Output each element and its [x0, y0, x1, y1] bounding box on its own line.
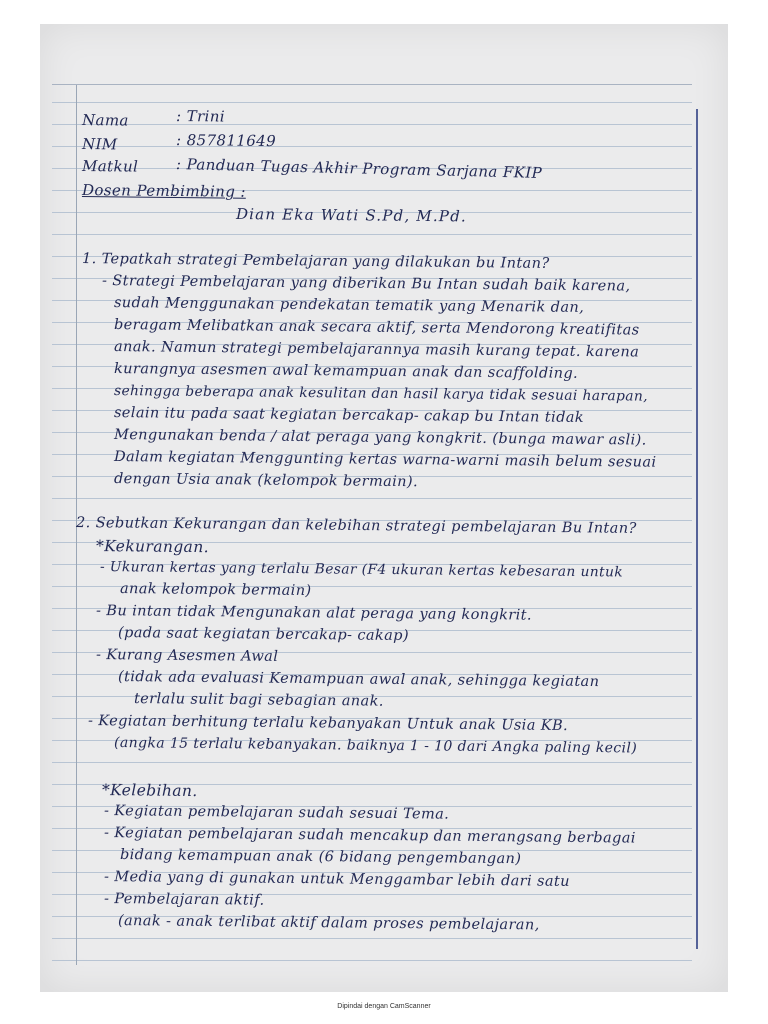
text-line: selain itu pada saat kegiatan bercakap- cakap bu Intan tidak: [113, 405, 585, 426]
text-line: dengan Usia anak (kelompok bermain).: [113, 471, 419, 491]
text-line: beragam Melibatkan anak secara aktif, serta Mendorong kreatifitas: [113, 317, 640, 339]
kelebihan-heading: *Kelebihan.: [101, 781, 198, 801]
text-line: (tidak ada evaluasi Kemampuan awal anak, sehingga kegiatan: [117, 669, 600, 691]
matkul-label: Matkul: [81, 157, 139, 176]
text-line: sudah Menggunakan pendekatan tematik yang Menarik dan,: [113, 295, 585, 316]
nim-value: : 857811649: [175, 131, 277, 151]
text-line: anak kelompok bermain): [119, 581, 312, 600]
name-value: : Trini: [175, 107, 226, 126]
text-line: - Bu intan tidak Mengunakan alat peraga yang kongkrit.: [95, 603, 533, 624]
text-line: anak. Namun strategi pembelajarannya masih kurang tepat. karena: [113, 339, 640, 361]
kekurangan-heading: *Kekurangan.: [95, 537, 210, 557]
text-line: Dalam kegiatan Menggunting kertas warna-warni masih belum sesuai: [113, 449, 657, 471]
text-line: - Pembelajaran aktif.: [103, 891, 265, 909]
text-line: Mengunakan benda / alat peraga yang kongkrit. (bunga mawar asli).: [113, 427, 647, 449]
text-line: bidang kemampuan anak (6 bidang pengembangan): [119, 847, 522, 868]
text-line: (pada saat kegiatan bercakap- cakap): [117, 625, 410, 645]
text-line: - Ukuran kertas yang terlalu Besar (F4 ukuran kertas kebesaran untuk: [99, 559, 624, 581]
matkul-value: : Panduan Tugas Akhir Program Sarjana FKIP: [175, 155, 543, 182]
dosen-value: Dian Eka Wati S.Pd, M.Pd.: [235, 205, 468, 226]
text-line: - Strategi Pembelajaran yang diberikan Bu Intan sudah baik karena,: [101, 273, 631, 295]
lined-paper: [52, 84, 692, 965]
scanner-watermark: Dipindai dengan CamScanner: [337, 1003, 431, 1010]
right-margin-line: [696, 109, 698, 949]
text-line: sehingga beberapa anak kesulitan dan hasil karya tidak sesuai harapan,: [113, 383, 649, 405]
nim-label: NIM: [81, 135, 118, 154]
text-line: - Kegiatan berhitung terlalu kebanyakan Untuk anak Usia KB.: [87, 713, 569, 735]
text-line: - Kegiatan pembelajaran sudah sesuai Tema.: [103, 803, 450, 823]
text-line: (angka 15 terlalu kebanyakan. baiknya 1 - 10 dari Angka paling kecil): [113, 735, 638, 757]
text-line: - Kurang Asesmen Awal: [95, 647, 279, 665]
text-line: - Media yang di gunakan untuk Menggambar lebih dari satu: [103, 869, 571, 890]
name-label: Nama: [81, 111, 129, 130]
text-line: - Kegiatan pembelajaran sudah mencakup dan merangsang berbagai: [103, 825, 636, 847]
text-line: terlalu sulit bagi sebagian anak.: [133, 691, 384, 710]
dosen-label: Dosen Pembimbing :: [81, 181, 246, 201]
question-2: 2. Sebutkan Kekurangan dan kelebihan strategi pembelajaran Bu Intan?: [75, 515, 637, 537]
text-line: (anak - anak terlibat aktif dalam proses pembelajaran,: [117, 913, 540, 934]
question-1: 1. Tepatkah strategi Pembelajaran yang dilakukan bu Intan?: [81, 251, 550, 272]
text-line: kurangnya asesmen awal kemampuan anak dan scaffolding.: [113, 361, 579, 382]
